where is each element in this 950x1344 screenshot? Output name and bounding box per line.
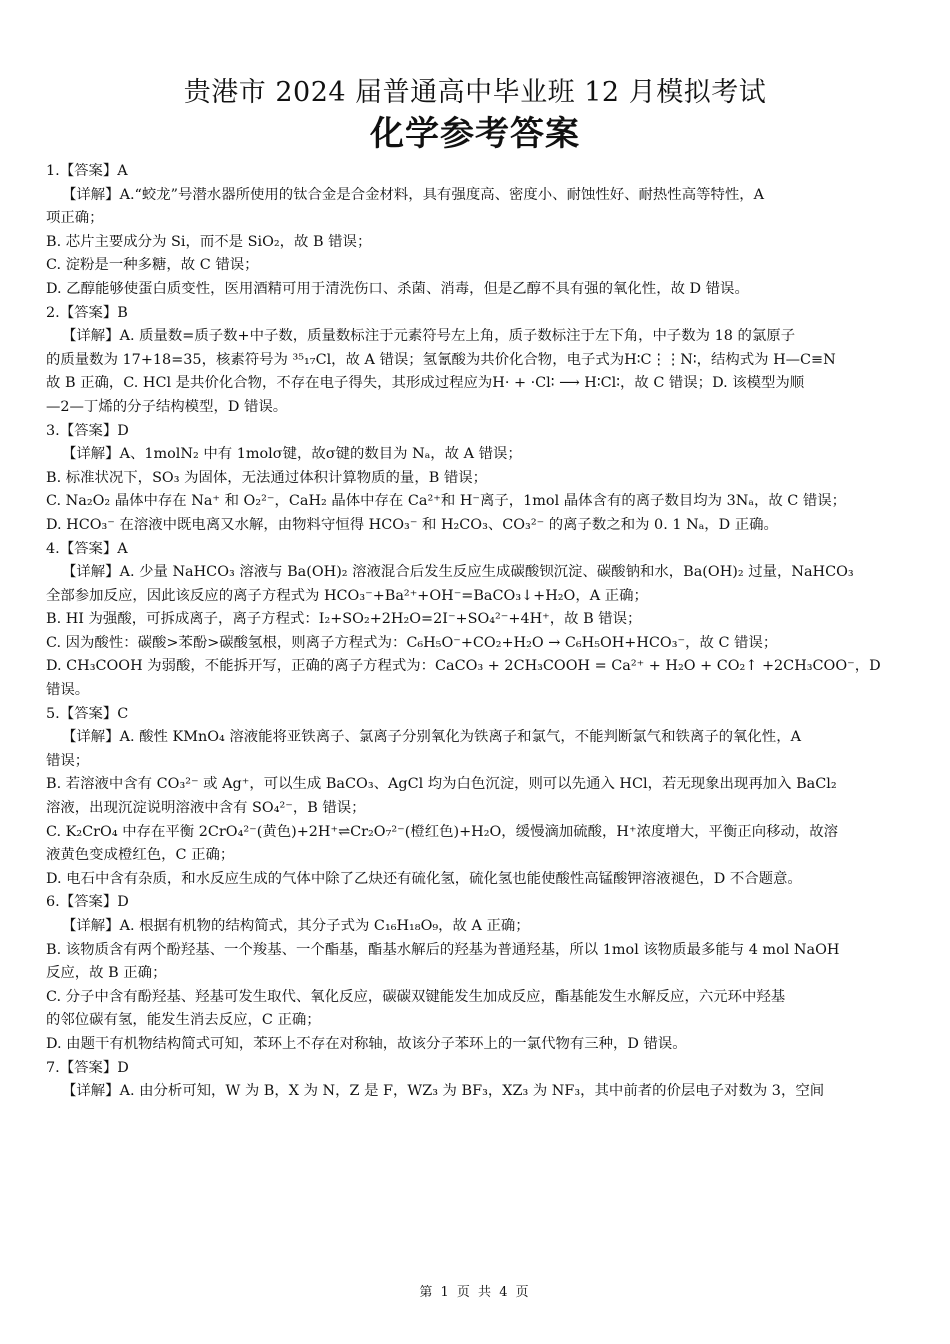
q1-explanation: 【详解】A.“蛟龙”号潜水器所使用的钛合金是合金材料，具有强度高、密度小、耐蚀性好、耐热性高等特性，A: [62, 186, 765, 203]
exam-title: 贵港市 2024 届普通高中毕业班 12 月模拟考试: [183, 77, 767, 108]
answer-key-title: 化学参考答案: [370, 114, 580, 154]
text-line: 的邻位碳有氢，能发生消去反应，C 正确；: [46, 1012, 321, 1029]
text-line: C. Na₂O₂ 晶体中存在 Na⁺ 和 O₂²⁻，CaH₂ 晶体中存在 Ca²⁺和 H⁻离子，1mol 晶体含有的离子数目均为 3Nₐ，故 C 错误；: [46, 493, 847, 510]
text-line: D. CH₃COOH 为弱酸，不能拆开写，正确的离子方程式为：CaCO₃ + 2CH₃COOH = Ca²⁺ + H₂O + CO₂↑ +2CH₃COO⁻，D: [46, 658, 881, 675]
text-line: C. 因为酸性：碳酸>苯酚>碳酸氢根，则离子方程式为：C₆H₅O⁻+CO₂+H₂O → C₆H₅OH+HCO₃⁻，故 C 错误；: [46, 634, 778, 651]
text-line: D. 电石中含有杂质，和水反应生成的气体中除了乙炔还有硫化氢，硫化氢也能使酸性高锰酸钾溶液褪色，D 不合题意。: [46, 870, 802, 887]
text-line: D. HCO₃⁻ 在溶液中既电离又水解，由物料守恒得 HCO₃⁻ 和 H₂CO₃、CO₃²⁻ 的离子数之和为 0. 1 Nₐ，D 正确。: [46, 516, 778, 533]
text-line: B. 若溶液中含有 CO₃²⁻ 或 Ag⁺，可以生成 BaCO₃、AgCl 均为白色沉淀，则可以先通入 HCl，若无现象出现再加入 BaCl₂: [46, 776, 837, 793]
text-line: 错误；: [46, 752, 90, 769]
text-line: B. HI 为强酸，可拆成离子，离子方程式：I₂+SO₂+2H₂O=2I⁻+SO₄²⁻+4H⁺，故 B 错误；: [46, 611, 642, 628]
q5-answer: 5.【答案】C: [46, 705, 129, 722]
answer-content: [46, 160, 906, 1104]
text-line: B. 该物质含有两个酚羟基、一个羧基、一个酯基，酯基水解后的羟基为普通羟基，所以 1mol 该物质最多能与 4 mol NaOH: [46, 941, 840, 958]
q7-answer: 7.【答案】D: [46, 1059, 129, 1076]
text-line: 的质量数为 17+18=35，核素符号为 ³⁵₁₇Cl，故 A 错误；氢氰酸为共价化合物，电子式为H∶C⋮⋮N∶，结构式为 H—C≡N: [46, 351, 836, 368]
q5-explanation: 【详解】A. 酸性 KMnO₄ 溶液能将亚铁离子、氯离子分别氧化为铁离子和氯气，不能判断氯气和铁离子的氧化性，A: [62, 729, 801, 746]
text-line: 反应，故 B 正确；: [46, 965, 167, 982]
text-line: —2—丁烯的分子结构模型，D 错误。: [46, 398, 288, 415]
text-line: 全部参加反应，因此该反应的离子方程式为 HCO₃⁻+Ba²⁺+OH⁻=BaCO₃↓+H₂O，A 正确；: [46, 587, 648, 604]
q3-answer: 3.【答案】D: [46, 422, 129, 439]
text-line: 故 B 正确，C. HCl 是共价化合物，不存在电子得失，其形成过程应为H· + ·Cl∶ ⟶ H∶Cl∶，故 C 错误；D. 该模型为顺: [46, 375, 805, 392]
q6-explanation: 【详解】A. 根据有机物的结构简式，其分子式为 C₁₆H₁₈O₉，故 A 正确；: [62, 918, 530, 934]
page-footer: 第 1 页 共 4 页: [419, 1285, 531, 1300]
q4-answer: 4.【答案】A: [46, 540, 128, 557]
text-line: B. 芯片主要成分为 Si，而不是 SiO₂，故 B 错误；: [46, 233, 372, 250]
text-line: D. 由题干有机物结构简式可知，苯环上不存在对称轴，故该分子苯环上的一氯代物有三种，D 错误。: [46, 1035, 687, 1052]
text-line: D. 乙醇能够使蛋白质变性，医用酒精可用于清洗伤口、杀菌、消毒，但是乙醇不具有强的氧化性，故 D 错误。: [46, 280, 749, 297]
text-line: 溶液，出现沉淀说明溶液中含有 SO₄²⁻，B 错误；: [46, 800, 366, 817]
text-line: C. 分子中含有酚羟基、羟基可发生取代、氧化反应，碳碳双键能发生加成反应，酯基能发生水解反应，六元环中羟基: [46, 988, 786, 1005]
q3-explanation: 【详解】A、1molN₂ 中有 1molσ键，故σ键的数目为 Nₐ，故 A 错误；: [62, 446, 522, 463]
text-line: 液黄色变成橙红色，C 正确；: [46, 847, 235, 864]
q1-answer: 1.【答案】A: [46, 163, 128, 179]
q7-explanation: 【详解】A. 由分析可知，W 为 B，X 为 N，Z 是 F，WZ₃ 为 BF₃，XZ₃ 为 NF₃，其中前者的价层电子对数为 3，空间: [62, 1083, 825, 1100]
text-line: 错误。: [46, 682, 90, 699]
q6-answer: 6.【答案】D: [46, 894, 129, 911]
q2-answer: 2.【答案】B: [46, 304, 128, 321]
text-line: C. 淀粉是一种多糖，故 C 错误；: [46, 257, 259, 274]
q2-explanation: 【详解】A. 质量数=质子数+中子数，质量数标注于元素符号左上角，质子数标注于左下角，中子数为 18 的氯原子: [62, 328, 796, 345]
text-line: 项正确；: [46, 210, 104, 227]
q4-explanation: 【详解】A. 少量 NaHCO₃ 溶液与 Ba(OH)₂ 溶液混合后发生反应生成碳酸钡沉淀、碳酸钠和水，Ba(OH)₂ 过量，NaHCO₃: [62, 564, 854, 581]
text-line: B. 标准状况下，SO₃ 为固体，无法通过体积计算物质的量，B 错误；: [46, 469, 488, 486]
text-line: C. K₂CrO₄ 中存在平衡 2CrO₄²⁻(黄色)+2H⁺⇌Cr₂O₇²⁻(橙红色)+H₂O，缓慢滴加硫酸，H⁺浓度增大，平衡正向移动，故溶: [46, 823, 839, 840]
